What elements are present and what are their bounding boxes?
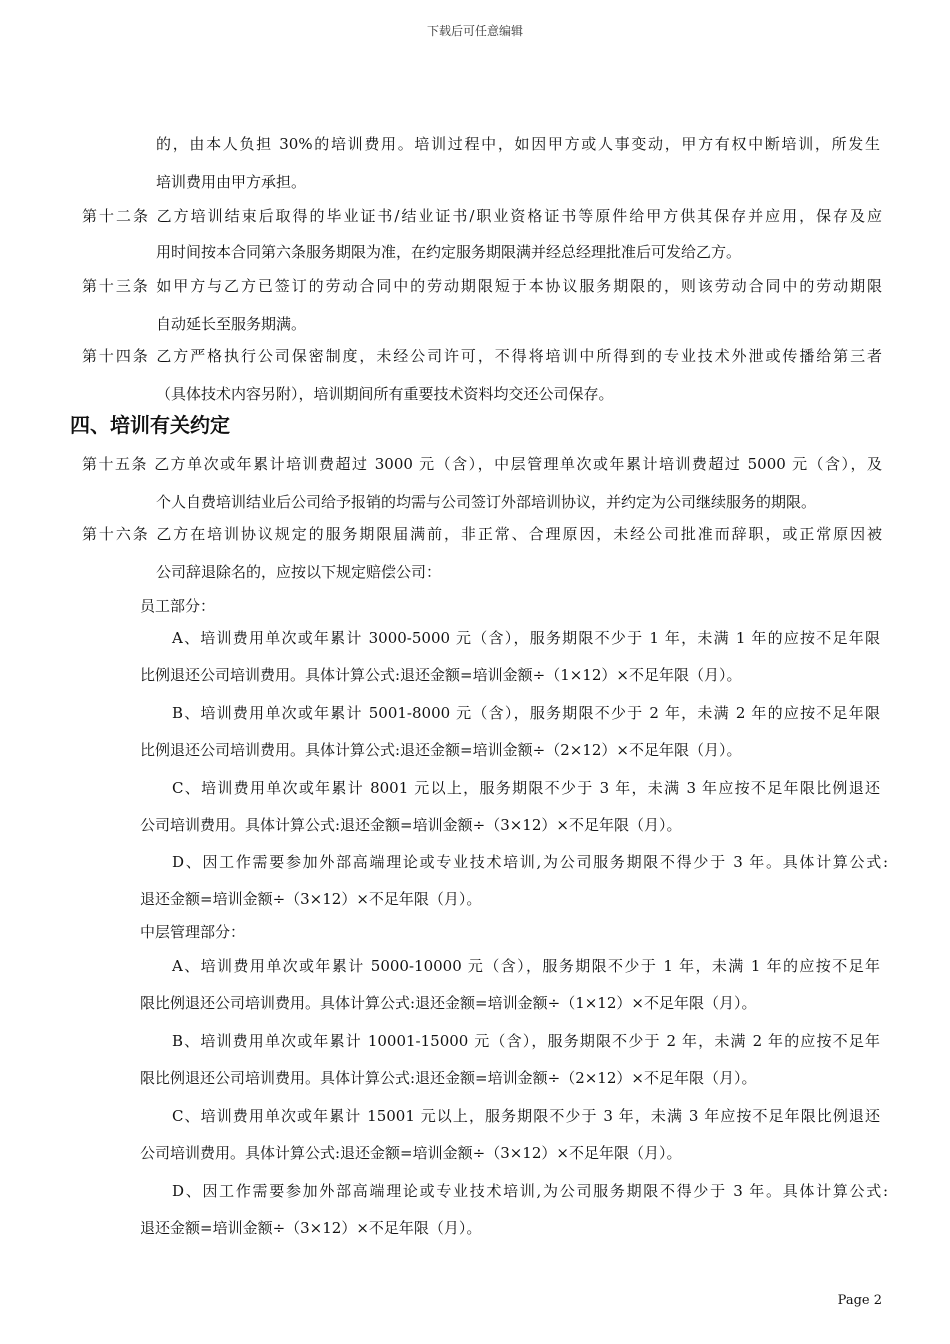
article-line: 第十六条 乙方在培训协议规定的服务期限届满前，非正常、合理原因，未经公司批准而辞职，或正常原因被 [82,525,882,543]
body-line: 的，由本人负担 30%的培训费用。培训过程中，如因甲方或人事变动，甲方有权中断培训，所发生 [156,135,880,153]
clause-line: 限比例退还公司培训费用。具体计算公式:退还金额=培训金额÷（2×12）×不足年限（月）。 [140,1069,757,1087]
body-line: 用时间按本合同第六条服务期限为准，在约定服务期限满并经总经理批准后可发给乙方。 [156,243,742,261]
body-line: 个人自费培训结业后公司给予报销的均需与公司签订外部培训协议，并约定为公司继续服务的期限。 [156,493,817,511]
clause-line: 比例退还公司培训费用。具体计算公式:退还金额=培训金额÷（1×12）×不足年限（月）。 [140,666,742,684]
subsection-label: 员工部分： [140,597,216,615]
clause-line: A、培训费用单次或年累计 3000-5000 元（含），服务期限不少于 1 年，未满 1 年的应按不足年限 [172,629,880,647]
clause-line: 退还金额=培训金额÷（3×12）×不足年限（月）。 [140,890,482,908]
body-line: 公司辞退除名的，应按以下规定赔偿公司： [156,563,442,581]
article-line: 第十四条 乙方严格执行公司保密制度，未经公司许可，不得将培训中所得到的专业技术外泄或传播给第三者 [82,347,882,365]
body-line: （具体技术内容另附），培训期间所有重要技术资料均交还公司保存。 [156,385,614,403]
clause-line: 退还金额=培训金额÷（3×12）×不足年限（月）。 [140,1219,482,1237]
article-line: 第十五条 乙方单次或年累计培训费超过 3000 元（含），中层管理单次或年累计培训费超过 5000 元（含），及 [82,455,882,473]
clause-line: D、因工作需要参加外部高端理论或专业技术培训,为公司服务期限不得少于 3 年。具体计算公式: [172,1182,888,1200]
subsection-label: 中层管理部分： [140,923,246,941]
clause-line: 限比例退还公司培训费用。具体计算公式:退还金额=培训金额÷（1×12）×不足年限（月）。 [140,994,757,1012]
clause-line: C、培训费用单次或年累计 8001 元以上，服务期限不少于 3 年，未满 3 年应按不足年限比例退还 [172,779,880,797]
page-header: 下载后可任意编辑 [426,24,523,38]
clause-line: C、培训费用单次或年累计 15001 元以上，服务期限不少于 3 年，未满 3 年应按不足年限比例退还 [172,1107,880,1125]
clause-line: A、培训费用单次或年累计 5000-10000 元（含），服务期限不少于 1 年，未满 1 年的应按不足年 [172,957,880,975]
clause-line: 公司培训费用。具体计算公式:退还金额=培训金额÷（3×12）×不足年限（月）。 [140,816,682,834]
article-line: 第十二条 乙方培训结束后取得的毕业证书/结业证书/职业资格证书等原件给甲方供其保存并应用，保存及应 [82,207,882,225]
body-line: 培训费用由甲方承担。 [156,173,307,191]
clause-line: B、培训费用单次或年累计 10001-15000 元（含），服务期限不少于 2 年，未满 2 年的应按不足年 [172,1032,880,1050]
clause-line: 比例退还公司培训费用。具体计算公式:退还金额=培训金额÷（2×12）×不足年限（月）。 [140,741,742,759]
clause-line: B、培训费用单次或年累计 5001-8000 元（含），服务期限不少于 2 年，未满 2 年的应按不足年限 [172,704,880,722]
article-line: 第十三条 如甲方与乙方已签订的劳动合同中的劳动期限短于本协议服务期限的，则该劳动合同中的劳动期限 [82,277,882,295]
clause-line: 公司培训费用。具体计算公式:退还金额=培训金额÷（3×12）×不足年限（月）。 [140,1144,682,1162]
body-line: 自动延长至服务期满。 [156,315,307,333]
section-heading: 四、培训有关约定 [70,413,230,437]
clause-line: D、因工作需要参加外部高端理论或专业技术培训,为公司服务期限不得少于 3 年。具体计算公式: [172,853,888,871]
page-number: Page 2 [837,1293,882,1308]
